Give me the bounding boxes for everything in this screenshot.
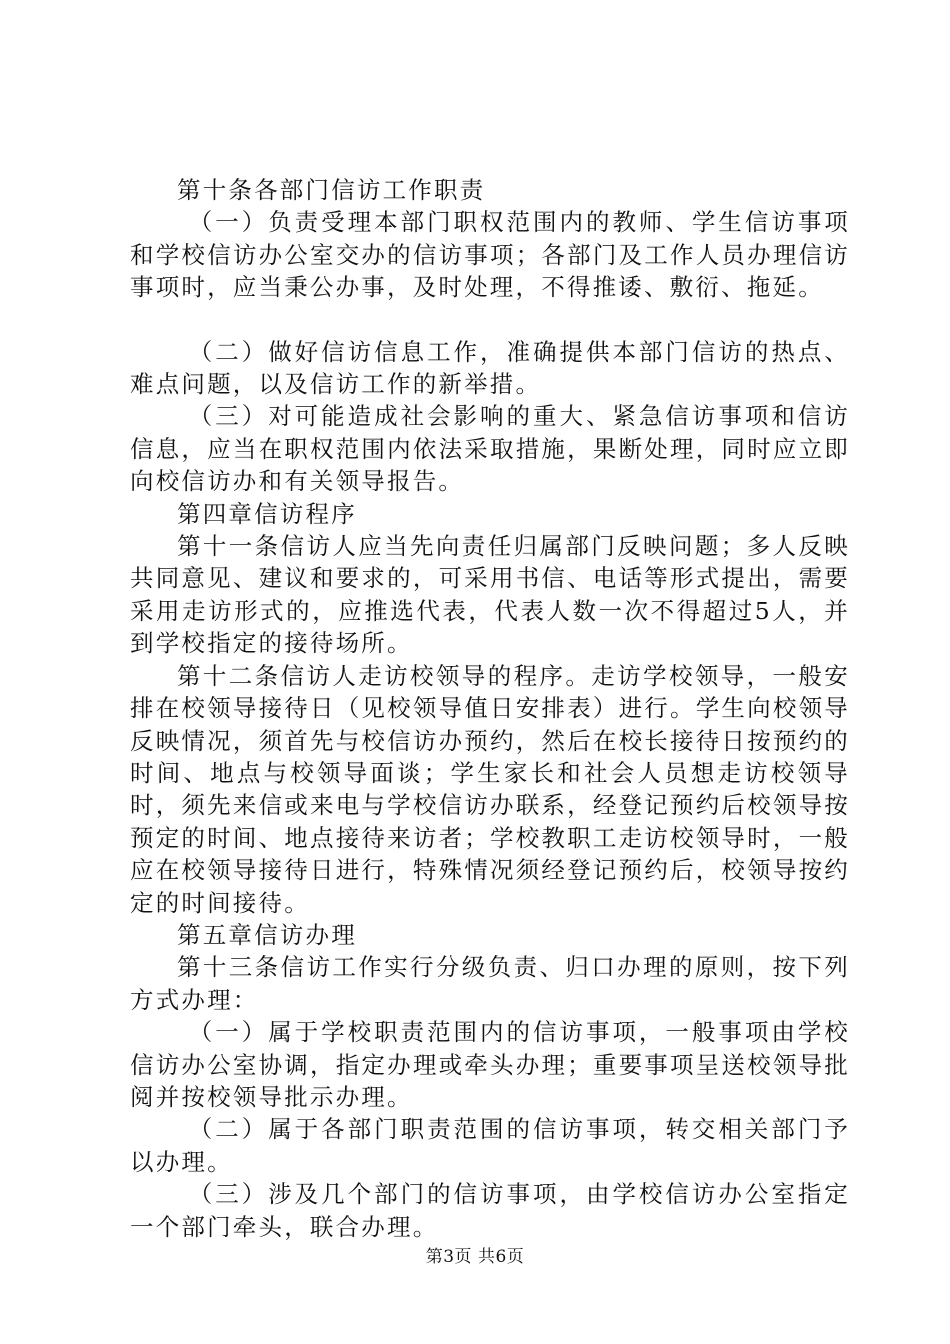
document-body [130,174,850,1243]
article-10-item-2: （二）做好信访信息工作，准确提供本部门信访的热点、难点问题，以及信访工作的新举措。 [130,337,850,399]
article-13-item-1: （一）属于学校职责范围内的信访事项，一般事项由学校信访办公室协调，指定办理或牵头办理；重要事项呈送校领导批阅并按校领导批示办理。 [130,1018,850,1111]
article-13-item-3: （三）涉及几个部门的信访事项，由学校信访办公室指定一个部门牵头，联合办理。 [130,1180,850,1241]
chapter-5-heading: 第五章信访办理 [177,920,357,949]
article-11-paragraph: 第十一条信访人应当先向责任归属部门反映问题；多人反映共同意见、建议和要求的，可采用书信、电话等形式提出，需要采用走访形式的，应推选代表，代表人数一次不得超过5人，并到学校指定的接待场所。 [130,532,850,658]
article-13-item-2: （二）属于各部门职责范围的信访事项，转交相关部门予以办理。 [130,1115,850,1176]
page-number-footer: 第3页 共6页 [425,1247,525,1267]
article-10-item-1: （一）负责受理本部门职权范围内的教师、学生信访事项和学校信访办公室交办的信访事项；各部门及工作人员办理信访事项时，应当秉公办事，及时处理，不得推诿、敷衍、拖延。 [130,208,850,302]
article-10-heading: 第十条各部门信访工作职责 [177,176,486,204]
chapter-4-heading: 第四章信访程序 [177,499,357,528]
article-12-paragraph: 第十二条信访人走访校领导的程序。走访学校领导，一般安排在校领导接待日（见校领导值日安排表）进行。学生向校领导反映情况，须首先与校信访办预约，然后在校长接待日按预约的时间、地点与校领导面谈；学生家长和社会人员想走访校领导时，须先来信或来电与学校信访办联系，经登记预约后校领导按预定的时间、地点接待来访者；学校教职工走访校领导时，一般应在校领导接待日进行，特殊情况须经登记预约后，校领导按约定的时间接待。 [130,661,850,917]
article-10-item-3: （三）对可能造成社会影响的重大、紧急信访事项和信访信息，应当在职权范围内依法采取措施，果断处理，同时应立即向校信访办和有关领导报告。 [130,402,850,496]
article-13-paragraph: 第十三条信访工作实行分级负责、归口办理的原则，按下列方式办理： [130,953,850,1014]
